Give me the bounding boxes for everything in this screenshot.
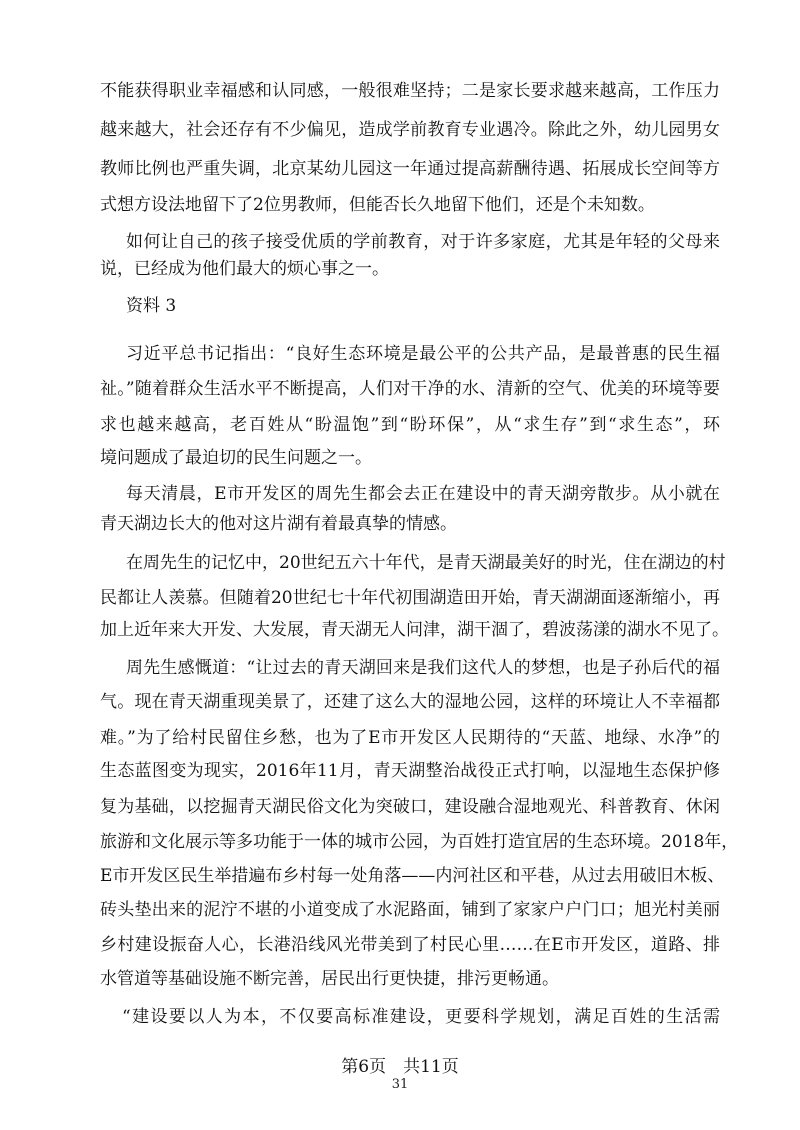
text-line: 水管道等基础设施不断完善，居民出行更快捷，排污更畅通。: [100, 969, 559, 989]
text-line: 民都让人羡慕。但随着20世纪七十年代初围湖造田开始，青天湖湖面逐渐缩小，再: [100, 588, 720, 608]
text-line: 教师比例也严重失调，北京某幼儿园这一年通过提高薪酬待遇、拓展成长空间等方: [100, 159, 720, 179]
text-line: 求也越来越高，老百姓从“盼温饱”到“盼环保”，从“求生存”到“求生态”，环: [100, 415, 720, 435]
text-line: 生态蓝图变为现实，2016年11月，青天湖整治战役正式打响，以湿地生态保护修: [100, 761, 720, 781]
text-line: 境问题成了最迫切的民生问题之一。: [100, 448, 372, 468]
text-line: 如何让自己的孩子接受优质的学前教育，对于许多家庭，尤其是年轻的父母来: [126, 232, 720, 252]
text-line: 每天清晨，E市开发区的周先生都会去正在建设中的青天湖旁散步。从小就在: [126, 484, 720, 504]
text-line: 加上近年来大开发、大发展，青天湖无人问津，湖干涸了，碧波荡漾的湖水不见了。: [100, 620, 729, 640]
page-footer: 第6页 共11页: [341, 1057, 459, 1077]
text-line: 复为基础，以挖掘青天湖民俗文化为突破口，建设融合湿地观光、科普教育、休闲: [100, 797, 720, 817]
text-line: 周先生感慨道：“让过去的青天湖回来是我们这代人的梦想，也是子孙后代的福: [126, 658, 720, 678]
text-line: E市开发区民生举措遍布乡村每一处角落——内河社区和平巷，从过去用破旧木板、: [100, 866, 725, 886]
text-line: 乡村建设振奋人心，长港沿线风光带美到了村民心里……在E市开发区，道路、排: [100, 935, 720, 955]
text-line: “建设要以人为本，不仅要高标准建设，更要科学规划，满足百姓的生活需: [122, 1007, 720, 1027]
text-line: 不能获得职业幸福感和认同感，一般很难坚持；二是家长要求越来越高，工作压力: [100, 81, 720, 101]
section-heading: 资料 3: [126, 296, 177, 316]
text-line: 式想方设法地留下了2位男教师，但能否长久地留下他们，还是个未知数。: [100, 195, 655, 215]
text-line: 习近平总书记指出：“良好生态环境是最公平的公共产品，是最普惠的民生福: [126, 344, 720, 364]
text-line: 旅游和文化展示等多功能于一体的城市公园，为百姓打造宜居的生态环境。2018年，: [100, 832, 739, 852]
text-line: 祉。”随着群众生活水平不断提高，人们对干净的水、清新的空气、优美的环境等要: [100, 379, 720, 399]
text-line: 说，已经成为他们最大的烦心事之一。: [100, 259, 389, 279]
text-line: 气。现在青天湖重现美景了，还建了这么大的湿地公园，这样的环境让人不幸福都: [100, 692, 720, 712]
page-number: 31: [391, 1077, 409, 1092]
text-line: 砖头垫出来的泥泞不堪的小道变成了水泥路面，铺到了家家户户门口；旭光村美丽: [100, 900, 720, 920]
text-line: 难。”为了给村民留住乡愁，也为了E市开发区人民期待的“天蓝、地绿、水净”的: [100, 728, 720, 748]
text-line: 青天湖边长大的他对这片湖有着最真挚的情感。: [100, 514, 457, 534]
text-line: 越来越大，社会还存有不少偏见，造成学前教育专业遇冷。除此之外，幼儿园男女: [100, 120, 720, 140]
text-line: 在周先生的记忆中，20世纪五六十年代，是青天湖最美好的时光，住在湖边的村: [126, 553, 726, 573]
